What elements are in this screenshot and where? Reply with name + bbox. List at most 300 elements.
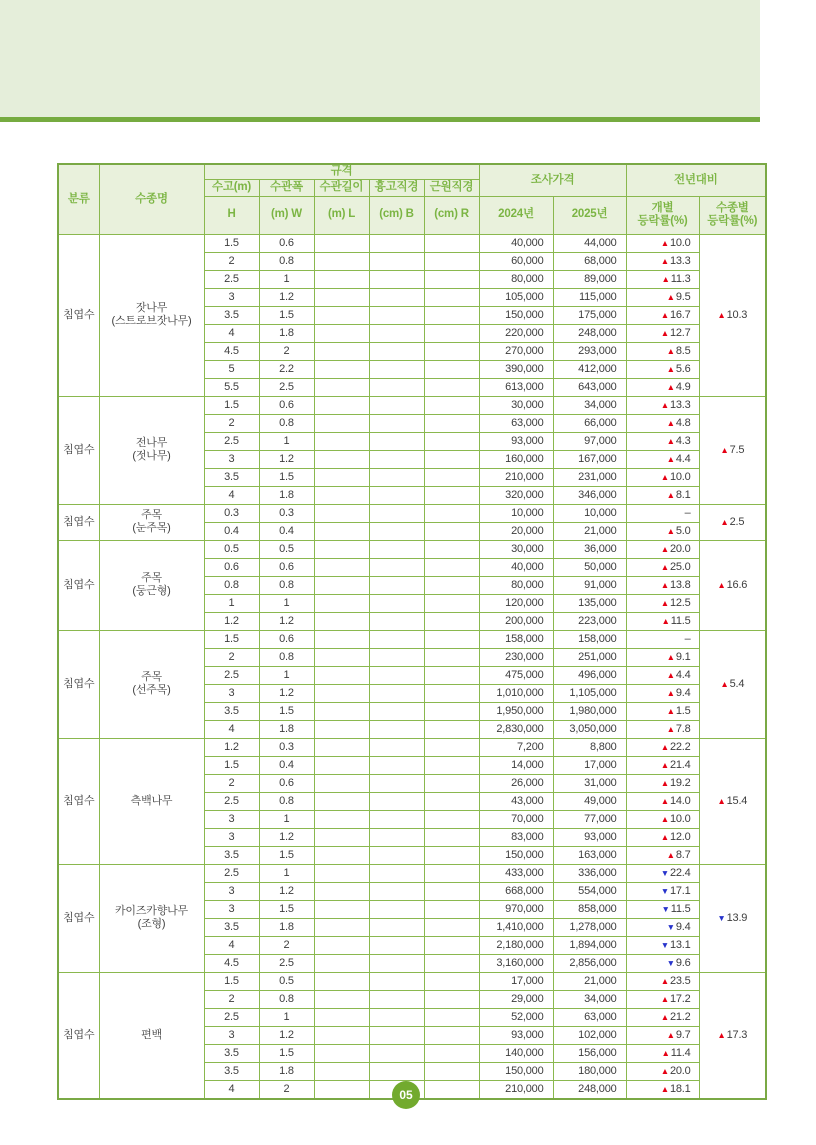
species-name-cell [99, 396, 204, 504]
individual-rate-cell [626, 792, 699, 810]
category-cell: 침엽수 [58, 738, 99, 864]
dbh-cell [369, 828, 424, 846]
price-2024-cell: 2,180,000 [479, 936, 553, 954]
individual-rate-cell [626, 576, 699, 594]
individual-rate-cell [626, 648, 699, 666]
crown-length-cell [314, 972, 369, 990]
price-2024-cell: 63,000 [479, 414, 553, 432]
crown-width-cell: 1.5 [259, 1044, 314, 1062]
col-header-yoy-group: 전년대비 [626, 164, 766, 196]
up-triangle-icon: ▲ [666, 669, 675, 680]
species-name-line: 주목 [141, 671, 162, 684]
dbh-cell [369, 738, 424, 756]
rate-value: 9.4 [675, 686, 691, 699]
crown-width-cell: 0.3 [259, 738, 314, 756]
height-cell: 1.5 [204, 630, 259, 648]
individual-rate-cell [626, 1044, 699, 1062]
height-cell: 3 [204, 450, 259, 468]
up-triangle-icon: ▲ [666, 705, 675, 716]
price-2025-cell: 643,000 [553, 378, 626, 396]
price-2025-cell: 1,105,000 [553, 684, 626, 702]
price-2024-cell: 40,000 [479, 234, 553, 252]
price-2024-cell: 20,000 [479, 522, 553, 540]
individual-rate-cell [626, 756, 699, 774]
price-2024-cell: 668,000 [479, 882, 553, 900]
root-diameter-cell [424, 702, 479, 720]
individual-rate-cell: – [626, 630, 699, 648]
species-name-line: (스트로브잣나무) [111, 315, 192, 327]
rate-value: 13.3 [669, 254, 691, 267]
price-2024-cell: 30,000 [479, 396, 553, 414]
col-header-root-diameter: 근원직경 [424, 179, 479, 196]
down-triangle-icon: ▼ [660, 867, 669, 878]
height-cell: 4 [204, 720, 259, 738]
rate-value: 22.4 [669, 866, 691, 879]
up-triangle-icon: ▲ [666, 687, 675, 698]
crown-width-cell: 1.8 [259, 324, 314, 342]
top-banner [0, 0, 760, 122]
rate-value: 4.9 [675, 380, 691, 393]
price-2025-cell: 44,000 [553, 234, 626, 252]
rate-value: 19.2 [669, 776, 691, 789]
rate-value: 11.4 [670, 1046, 691, 1059]
individual-rate-label-line1: 개별 [651, 201, 674, 214]
crown-length-cell [314, 234, 369, 252]
rate-value: 7.5 [729, 443, 745, 456]
height-cell: 4 [204, 936, 259, 954]
col-header-year-2025: 2025년 [553, 196, 626, 234]
root-diameter-cell [424, 504, 479, 522]
up-triangle-icon: ▲ [660, 1083, 669, 1094]
rate-value: 7.8 [675, 722, 691, 735]
price-2025-cell: 1,894,000 [553, 936, 626, 954]
rate-value: 23.5 [669, 974, 691, 987]
height-cell: 4 [204, 486, 259, 504]
root-diameter-cell [424, 414, 479, 432]
price-2024-cell: 1,950,000 [479, 702, 553, 720]
height-cell: 2.5 [204, 1008, 259, 1026]
crown-width-cell: 1 [259, 666, 314, 684]
dbh-cell [369, 450, 424, 468]
category-cell: 침엽수 [58, 396, 99, 504]
height-cell: 1.5 [204, 972, 259, 990]
price-2025-cell: 223,000 [553, 612, 626, 630]
crown-width-cell: 0.6 [259, 234, 314, 252]
price-2025-cell: 34,000 [553, 396, 626, 414]
up-triangle-icon: ▲ [660, 561, 669, 572]
species-name-line: 주목 [141, 509, 162, 522]
crown-length-cell [314, 630, 369, 648]
root-diameter-cell [424, 1080, 479, 1099]
individual-rate-cell [626, 360, 699, 378]
category-cell: 침엽수 [58, 504, 99, 540]
price-2025-cell: 412,000 [553, 360, 626, 378]
rate-value: 11.5 [670, 614, 691, 627]
height-cell: 5.5 [204, 378, 259, 396]
price-2024-cell: 26,000 [479, 774, 553, 792]
species-name-cell [99, 540, 204, 630]
price-2024-cell: 83,000 [479, 828, 553, 846]
species-name-line: (둥근형) [132, 585, 171, 597]
species-rate-cell [699, 396, 766, 504]
price-2025-cell: 158,000 [553, 630, 626, 648]
height-cell: 3 [204, 288, 259, 306]
species-name-cell [99, 504, 204, 540]
price-2024-cell: 390,000 [479, 360, 553, 378]
crown-width-cell: 1 [259, 810, 314, 828]
dbh-cell [369, 666, 424, 684]
crown-length-cell [314, 666, 369, 684]
crown-length-cell [314, 756, 369, 774]
price-2024-cell: 475,000 [479, 666, 553, 684]
price-2024-cell: 105,000 [479, 288, 553, 306]
price-2024-cell: 80,000 [479, 576, 553, 594]
height-cell: 0.3 [204, 504, 259, 522]
price-2024-cell: 60,000 [479, 252, 553, 270]
crown-length-cell [314, 990, 369, 1008]
price-2024-cell: 93,000 [479, 1026, 553, 1044]
dbh-cell [369, 378, 424, 396]
individual-rate-cell [626, 936, 699, 954]
page-number: 05 [399, 1088, 413, 1102]
dbh-cell [369, 684, 424, 702]
price-2025-cell: 135,000 [553, 594, 626, 612]
height-cell: 2 [204, 648, 259, 666]
crown-length-cell [314, 846, 369, 864]
price-2025-cell: 36,000 [553, 540, 626, 558]
table-row [58, 738, 766, 756]
rate-value: 20.0 [669, 542, 691, 555]
price-2025-cell: 336,000 [553, 864, 626, 882]
height-cell: 0.6 [204, 558, 259, 576]
root-diameter-cell [424, 1026, 479, 1044]
individual-rate-cell [626, 486, 699, 504]
price-2025-cell: 93,000 [553, 828, 626, 846]
price-2024-cell: 433,000 [479, 864, 553, 882]
individual-rate-cell [626, 954, 699, 972]
crown-length-cell [314, 450, 369, 468]
species-rate-cell [699, 540, 766, 630]
price-2025-cell: 97,000 [553, 432, 626, 450]
crown-width-cell: 0.6 [259, 396, 314, 414]
root-diameter-cell [424, 1062, 479, 1080]
height-cell: 2.5 [204, 792, 259, 810]
crown-width-cell: 1.2 [259, 612, 314, 630]
up-triangle-icon: ▲ [666, 417, 675, 428]
down-triangle-icon: ▼ [661, 903, 670, 914]
dbh-cell [369, 918, 424, 936]
col-header-dbh-unit: (cm) B [369, 196, 424, 234]
species-name-line: (조형) [137, 918, 166, 930]
root-diameter-cell [424, 342, 479, 360]
height-cell: 2.5 [204, 432, 259, 450]
height-cell: 3.5 [204, 468, 259, 486]
rate-value: 13.1 [669, 938, 691, 951]
dbh-cell [369, 270, 424, 288]
price-2025-cell: 21,000 [553, 522, 626, 540]
rate-value: 18.1 [669, 1082, 691, 1095]
individual-rate-cell [626, 1026, 699, 1044]
up-triangle-icon: ▲ [660, 831, 669, 842]
rate-value: 4.4 [675, 668, 691, 681]
height-cell: 2.5 [204, 666, 259, 684]
individual-rate-cell [626, 324, 699, 342]
crown-length-cell [314, 504, 369, 522]
price-2024-cell: 7,200 [479, 738, 553, 756]
individual-rate-cell [626, 540, 699, 558]
dbh-cell [369, 1062, 424, 1080]
crown-width-cell: 1.5 [259, 846, 314, 864]
crown-width-cell: 0.8 [259, 252, 314, 270]
rate-value: 13.8 [669, 578, 691, 591]
price-2025-cell: 8,800 [553, 738, 626, 756]
page-number-badge [392, 1081, 420, 1109]
dbh-cell [369, 522, 424, 540]
price-2024-cell: 970,000 [479, 900, 553, 918]
crown-width-cell: 0.5 [259, 540, 314, 558]
crown-width-cell: 1.5 [259, 468, 314, 486]
height-cell: 3 [204, 882, 259, 900]
rate-value: 25.0 [669, 560, 691, 573]
category-cell: 침엽수 [58, 234, 99, 396]
table-header [58, 164, 766, 234]
species-name-cell [99, 630, 204, 738]
price-2025-cell: 1,980,000 [553, 702, 626, 720]
dbh-cell [369, 936, 424, 954]
root-diameter-cell [424, 720, 479, 738]
crown-width-cell: 0.8 [259, 792, 314, 810]
crown-width-cell: 1 [259, 1008, 314, 1026]
col-header-crown-length: 수관길이 [314, 179, 369, 196]
price-2024-cell: 120,000 [479, 594, 553, 612]
individual-rate-cell [626, 270, 699, 288]
root-diameter-cell [424, 1008, 479, 1026]
height-cell: 3 [204, 1026, 259, 1044]
species-rate-cell [699, 972, 766, 1099]
crown-width-cell: 1.8 [259, 486, 314, 504]
root-diameter-cell [424, 828, 479, 846]
price-2025-cell: 77,000 [553, 810, 626, 828]
rate-value: 10.3 [726, 308, 748, 321]
rate-value: 17.3 [726, 1028, 748, 1041]
price-2024-cell: 140,000 [479, 1044, 553, 1062]
table-body [58, 234, 766, 1099]
price-2025-cell: 248,000 [553, 324, 626, 342]
dbh-cell [369, 900, 424, 918]
height-cell: 3 [204, 810, 259, 828]
crown-length-cell [314, 954, 369, 972]
height-cell: 4 [204, 1080, 259, 1099]
rate-value: 13.9 [726, 911, 748, 924]
table-row [58, 234, 766, 252]
price-2024-cell: 17,000 [479, 972, 553, 990]
height-cell: 2 [204, 252, 259, 270]
up-triangle-icon: ▲ [666, 723, 675, 734]
root-diameter-cell [424, 576, 479, 594]
species-name-cell [99, 972, 204, 1099]
price-2025-cell: 17,000 [553, 756, 626, 774]
up-triangle-icon: ▲ [660, 759, 669, 770]
rate-value: 10.0 [669, 470, 691, 483]
root-diameter-cell [424, 630, 479, 648]
rate-value: 11.3 [670, 272, 691, 285]
price-2024-cell: 613,000 [479, 378, 553, 396]
up-triangle-icon: ▲ [717, 795, 726, 806]
up-triangle-icon: ▲ [720, 444, 729, 455]
individual-rate-cell [626, 738, 699, 756]
price-2024-cell: 150,000 [479, 846, 553, 864]
col-header-price-group: 조사가격 [479, 164, 626, 196]
height-cell: 2 [204, 774, 259, 792]
crown-length-cell [314, 468, 369, 486]
crown-length-cell [314, 540, 369, 558]
col-header-species: 수종명 [99, 164, 204, 234]
crown-length-cell [314, 612, 369, 630]
up-triangle-icon: ▲ [660, 237, 669, 248]
species-rate-cell [699, 504, 766, 540]
price-2025-cell: 2,856,000 [553, 954, 626, 972]
crown-length-cell [314, 900, 369, 918]
col-header-crown-width-unit: (m) W [259, 196, 314, 234]
crown-length-cell [314, 252, 369, 270]
price-2025-cell: 115,000 [553, 288, 626, 306]
dbh-cell [369, 1044, 424, 1062]
price-2024-cell: 158,000 [479, 630, 553, 648]
species-rate-cell [699, 738, 766, 864]
crown-length-cell [314, 702, 369, 720]
price-2024-cell: 29,000 [479, 990, 553, 1008]
table-row [58, 540, 766, 558]
individual-rate-cell [626, 450, 699, 468]
species-name-line: 주목 [141, 572, 162, 585]
price-2024-cell: 1,010,000 [479, 684, 553, 702]
col-header-species-rate [699, 196, 766, 234]
rate-value: 12.7 [669, 326, 691, 339]
price-2025-cell: 251,000 [553, 648, 626, 666]
rate-value: 17.1 [669, 884, 691, 897]
dbh-cell [369, 486, 424, 504]
rate-value: 12.5 [669, 596, 691, 609]
price-2024-cell: 230,000 [479, 648, 553, 666]
crown-width-cell: 0.8 [259, 414, 314, 432]
up-triangle-icon: ▲ [720, 678, 729, 689]
dbh-cell [369, 252, 424, 270]
individual-rate-cell [626, 522, 699, 540]
price-2025-cell: 1,278,000 [553, 918, 626, 936]
rate-value: 17.2 [669, 992, 691, 1005]
price-2025-cell: 91,000 [553, 576, 626, 594]
down-triangle-icon: ▼ [660, 885, 669, 896]
root-diameter-cell [424, 864, 479, 882]
price-2025-cell: 156,000 [553, 1044, 626, 1062]
up-triangle-icon: ▲ [660, 741, 669, 752]
height-cell: 3.5 [204, 846, 259, 864]
root-diameter-cell [424, 558, 479, 576]
dbh-cell [369, 234, 424, 252]
up-triangle-icon: ▲ [666, 525, 675, 536]
up-triangle-icon: ▲ [717, 579, 726, 590]
species-name-line: (젓나무) [132, 450, 171, 462]
dbh-cell [369, 1008, 424, 1026]
height-cell: 3.5 [204, 1062, 259, 1080]
root-diameter-cell [424, 288, 479, 306]
price-2025-cell: 346,000 [553, 486, 626, 504]
individual-rate-cell [626, 612, 699, 630]
crown-length-cell [314, 288, 369, 306]
price-2025-cell: 89,000 [553, 270, 626, 288]
individual-rate-cell [626, 882, 699, 900]
dbh-cell [369, 792, 424, 810]
col-header-spec-group: 규격 [204, 164, 479, 179]
up-triangle-icon: ▲ [660, 543, 669, 554]
price-2025-cell: 102,000 [553, 1026, 626, 1044]
individual-rate-cell [626, 234, 699, 252]
crown-width-cell: 0.4 [259, 756, 314, 774]
dbh-cell [369, 342, 424, 360]
species-rate-cell [699, 864, 766, 972]
individual-rate-cell [626, 684, 699, 702]
crown-length-cell [314, 1062, 369, 1080]
up-triangle-icon: ▲ [660, 975, 669, 986]
species-name-cell [99, 738, 204, 864]
price-2025-cell: 50,000 [553, 558, 626, 576]
root-diameter-cell [424, 756, 479, 774]
crown-width-cell: 1.8 [259, 1062, 314, 1080]
crown-width-cell: 0.8 [259, 576, 314, 594]
crown-length-cell [314, 432, 369, 450]
up-triangle-icon: ▲ [660, 399, 669, 410]
crown-length-cell [314, 378, 369, 396]
price-2025-cell: 293,000 [553, 342, 626, 360]
height-cell: 2.5 [204, 270, 259, 288]
crown-length-cell [314, 1080, 369, 1099]
crown-length-cell [314, 810, 369, 828]
height-cell: 1.2 [204, 612, 259, 630]
crown-length-cell [314, 882, 369, 900]
up-triangle-icon: ▲ [661, 273, 670, 284]
price-2025-cell: 21,000 [553, 972, 626, 990]
crown-width-cell: 0.6 [259, 774, 314, 792]
price-2025-cell: 248,000 [553, 1080, 626, 1099]
rate-value: 9.1 [675, 650, 691, 663]
species-rate-label-line2: 등락률(%) [707, 215, 758, 227]
crown-width-cell: 1 [259, 594, 314, 612]
rate-value: 5.6 [675, 362, 691, 375]
up-triangle-icon: ▲ [666, 489, 675, 500]
height-cell: 3 [204, 828, 259, 846]
height-cell: 3.5 [204, 702, 259, 720]
rate-value: 9.5 [675, 290, 691, 303]
dbh-cell [369, 630, 424, 648]
height-cell: 4.5 [204, 954, 259, 972]
crown-width-cell: 1 [259, 432, 314, 450]
individual-rate-cell [626, 666, 699, 684]
height-cell: 4.5 [204, 342, 259, 360]
rate-value: 4.3 [675, 434, 691, 447]
col-header-dbh: 흉고직경 [369, 179, 424, 196]
rate-value: 10.0 [669, 812, 691, 825]
tree-price-table [57, 163, 767, 1100]
crown-width-cell: 1.2 [259, 1026, 314, 1044]
col-header-root-diameter-unit: (cm) R [424, 196, 479, 234]
rate-value: 21.2 [669, 1010, 691, 1023]
crown-width-cell: 1.5 [259, 306, 314, 324]
individual-rate-cell [626, 432, 699, 450]
crown-length-cell [314, 324, 369, 342]
up-triangle-icon: ▲ [660, 579, 669, 590]
up-triangle-icon: ▲ [666, 849, 675, 860]
down-triangle-icon: ▼ [717, 912, 726, 923]
